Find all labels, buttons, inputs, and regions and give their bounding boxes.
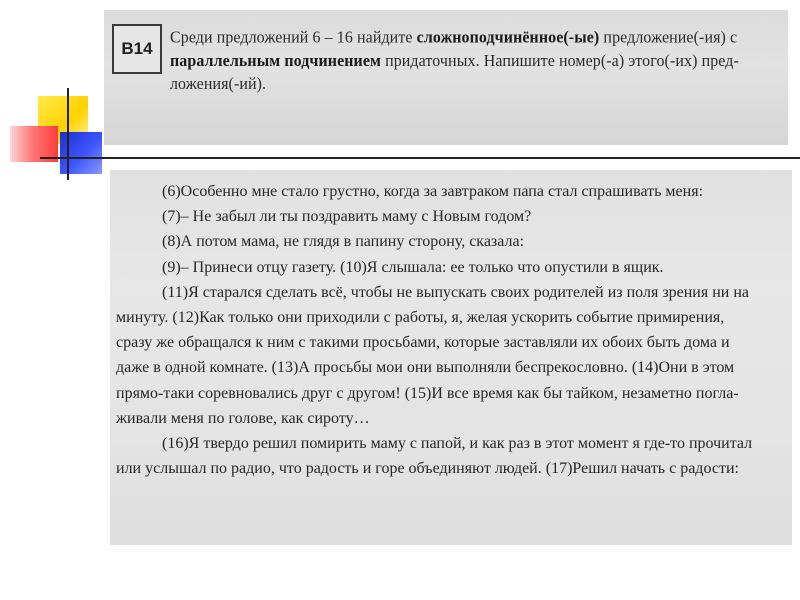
passage-line: (6)Особенно мне стало грустно, когда за завтраком папа стал спрашивать меня: [162, 183, 704, 200]
task-line-2 [170, 50, 776, 73]
passage-line: сразу же обращался к ним с такими просьбами, которые заставляли их обоих быть дома и [116, 334, 730, 352]
task-number-badge: B14 [112, 24, 162, 74]
passage-block [110, 170, 792, 545]
passage-line: даже в одной комнате. (13)А просьбы мои они выполняли беспрекословно. (14)Они в этом [116, 359, 735, 377]
task-line-2-part-1: параллельным подчинением [170, 52, 381, 71]
decor-horizontal-line [40, 157, 800, 159]
passage-line: живали меня по голове, как сироту… [116, 409, 370, 427]
passage-line: (11)Я старался сделать всё, чтобы не выпускать своих родителей из поля зрения ни на [162, 283, 750, 301]
task-line-1-part-2: сложноподчинённое(-ые) [416, 29, 600, 47]
task-line-3-part-1: ложения(-ий). [170, 75, 267, 94]
passage-line: (16)Я твердо решил помирить маму с папой, и как раз в этот момент я где-то прочитал [162, 434, 753, 452]
passage-line: минуту. (12)Как только они приходили с работы, я, желая ускорить событие примирения, [116, 308, 725, 326]
task-header [104, 10, 788, 145]
decor-vertical-line [67, 88, 69, 180]
task-line-3 [170, 73, 776, 96]
passage-text [116, 179, 784, 481]
task-instructions [170, 27, 778, 96]
passage-line: прямо-таки соревновались друг с другом! (15)И все время как бы тайком, незаметно погла- [116, 384, 739, 402]
passage-line: (8)А потом мама, не глядя в папину сторону, сказала: [162, 233, 525, 251]
passage-line: (9)– Принеси отцу газету. (10)Я слышала: ее только что опустили в ящик. [162, 258, 664, 276]
task-line-1-part-1: Среди предложений 6 – 16 найдите [170, 29, 417, 47]
passage-line: или услышал по радио, что радость и горе объединяют людей. (17)Решил начать с радости: [116, 460, 739, 478]
task-line-1-part-3: предложение(-ия) с [599, 29, 738, 47]
task-line-1 [170, 27, 776, 50]
passage-line: (7)– Не забыл ли ты поздравить маму с Новым годом? [162, 208, 532, 226]
task-line-2-part-2: придаточных. Напишите номер(-а) этого(-их) пред- [380, 52, 739, 71]
